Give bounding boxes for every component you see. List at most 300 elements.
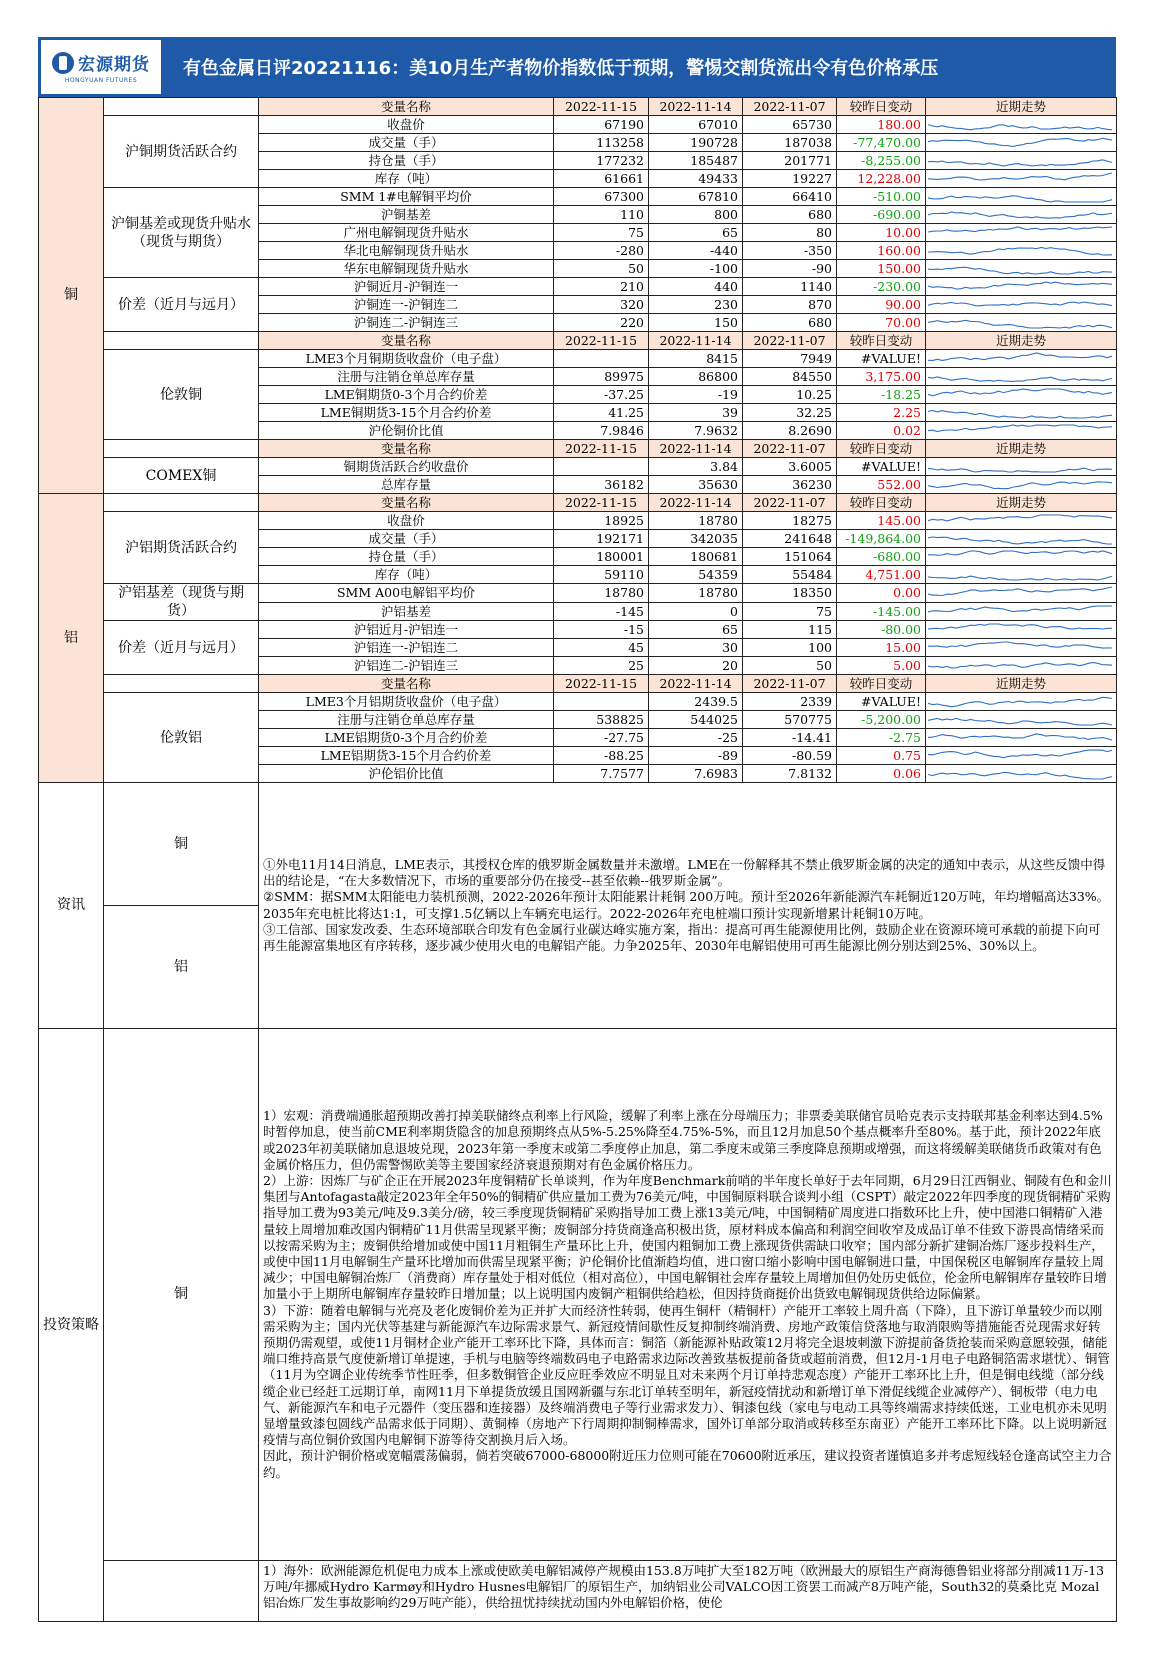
news-text	[259, 783, 1117, 1029]
trend-cell	[926, 693, 1117, 711]
variable-name: 库存（吨）	[259, 566, 554, 584]
value-d3: 100	[743, 639, 837, 657]
change-value: -149,864.00	[837, 530, 926, 548]
value-d3: 36230	[743, 476, 837, 494]
variable-name: 注册与注销仓单总库存量	[259, 368, 554, 386]
sparkline-icon	[928, 766, 1114, 781]
value-d3: -14.41	[743, 729, 837, 747]
value-d1: 25	[554, 657, 649, 675]
table-row	[39, 350, 1117, 368]
report-page	[38, 37, 1116, 1622]
variable-name: 沪伦铝价比值	[259, 765, 554, 783]
change-value: 0.00	[837, 584, 926, 603]
header-row	[39, 440, 1117, 458]
trend-cell	[926, 657, 1117, 675]
value-d2: 8415	[649, 350, 743, 368]
value-d3: 1140	[743, 278, 837, 296]
sparkline-icon	[928, 189, 1114, 204]
value-d3: 75	[743, 602, 837, 621]
value-d2: -89	[649, 747, 743, 765]
strategy-copper-label: 铜	[104, 1029, 259, 1561]
table-row	[39, 621, 1117, 639]
col-date3: 2022-11-07	[743, 332, 837, 350]
variable-name: 库存（吨）	[259, 170, 554, 188]
variable-name: 注册与注销仓单总库存量	[259, 711, 554, 729]
trend-cell	[926, 116, 1117, 134]
value-d3: 570775	[743, 711, 837, 729]
value-d3: 50	[743, 657, 837, 675]
table-row	[39, 278, 1117, 296]
change-value: 70.00	[837, 314, 926, 332]
table-row	[39, 584, 1117, 603]
sparkline-icon	[928, 153, 1114, 168]
change-value: 160.00	[837, 242, 926, 260]
col-date1: 2022-11-15	[554, 440, 649, 458]
value-d3: 151064	[743, 548, 837, 566]
value-d2: 150	[649, 314, 743, 332]
value-d1: 18925	[554, 512, 649, 530]
col-date3: 2022-11-07	[743, 440, 837, 458]
value-d1: -145	[554, 602, 649, 621]
trend-cell	[926, 134, 1117, 152]
trend-cell	[926, 765, 1117, 783]
value-d1: 320	[554, 296, 649, 314]
trend-cell	[926, 639, 1117, 657]
col-var: 变量名称	[259, 494, 554, 512]
sparkline-icon	[928, 279, 1114, 294]
change-value: 145.00	[837, 512, 926, 530]
value-d3: 187038	[743, 134, 837, 152]
data-table	[38, 97, 1117, 1622]
col-date2: 2022-11-14	[649, 332, 743, 350]
value-d2: 180681	[649, 548, 743, 566]
logo-cn-text: 宏源期货	[78, 55, 150, 75]
value-d2: 0	[649, 602, 743, 621]
value-d2: 20	[649, 657, 743, 675]
change-value: #VALUE!	[837, 350, 926, 368]
value-d1: 110	[554, 206, 649, 224]
col-change: 较昨日变动	[837, 98, 926, 116]
value-d1: 113258	[554, 134, 649, 152]
value-d2: -25	[649, 729, 743, 747]
col-date3: 2022-11-07	[743, 675, 837, 693]
value-d2: 35630	[649, 476, 743, 494]
value-d3: 55484	[743, 566, 837, 584]
col-date2: 2022-11-14	[649, 675, 743, 693]
value-d1	[554, 693, 649, 711]
sparkline-icon	[928, 405, 1114, 420]
strategy-al-body: 1）海外：欧洲能源危机促电力成本上涨或使欧美电解铝减停产规模由153.8万吨扩大至182万吨（欧洲最大的原铝生产商海德鲁铝业将部分削减11万-13万吨/年挪威Hydro Karmøy和Hydro Husnes电解铝厂的原铝生产，加纳铝业公司VALCO因工资罢工而减产8万吨产能，South32的莫桑比克 Mozal 铝冶炼厂发生事故影响约29万吨产能），供给扭忧持续扰动国内外电解铝价格，使伦	[263, 1563, 1105, 1611]
sparkline-icon	[928, 694, 1114, 709]
sparkline-icon	[928, 387, 1114, 402]
sparkline-icon	[928, 207, 1114, 222]
sparkline-icon	[928, 297, 1114, 312]
trend-cell	[926, 206, 1117, 224]
sparkline-icon	[928, 423, 1114, 438]
col-date1: 2022-11-15	[554, 98, 649, 116]
trend-cell	[926, 260, 1117, 278]
variable-name: 收盘价	[259, 116, 554, 134]
header-row	[39, 332, 1117, 350]
group-label: 沪铝基差（现货与期货）	[104, 584, 259, 621]
change-value: 0.06	[837, 765, 926, 783]
sparkline-icon	[928, 658, 1114, 673]
col-change: 较昨日变动	[837, 494, 926, 512]
col-date3: 2022-11-07	[743, 98, 837, 116]
change-value: -8,255.00	[837, 152, 926, 170]
sparkline-icon	[928, 315, 1114, 330]
variable-name: 铜期货活跃合约收盘价	[259, 458, 554, 476]
value-d2: 230	[649, 296, 743, 314]
trend-cell	[926, 386, 1117, 404]
value-d1: 177232	[554, 152, 649, 170]
col-date1: 2022-11-15	[554, 494, 649, 512]
sparkline-icon	[928, 640, 1114, 655]
news-aluminum-label: 铝	[104, 906, 259, 1029]
value-d1: 41.25	[554, 404, 649, 422]
value-d3: -350	[743, 242, 837, 260]
value-d3: -90	[743, 260, 837, 278]
change-value: 552.00	[837, 476, 926, 494]
col-date2: 2022-11-14	[649, 98, 743, 116]
change-value: 0.02	[837, 422, 926, 440]
sparkline-icon	[928, 549, 1114, 564]
value-d3: 66410	[743, 188, 837, 206]
value-d3: 80	[743, 224, 837, 242]
value-d3: 115	[743, 621, 837, 639]
col-change: 较昨日变动	[837, 675, 926, 693]
change-value: -18.25	[837, 386, 926, 404]
variable-name: LME3个月铜期货收盘价（电子盘）	[259, 350, 554, 368]
change-value: -145.00	[837, 602, 926, 621]
value-d2: 30	[649, 639, 743, 657]
value-d3: 241648	[743, 530, 837, 548]
value-d1: 220	[554, 314, 649, 332]
change-value: 15.00	[837, 639, 926, 657]
variable-name: 持仓量（手）	[259, 152, 554, 170]
trend-cell	[926, 621, 1117, 639]
trend-cell	[926, 530, 1117, 548]
value-d3: 65730	[743, 116, 837, 134]
variable-name: 成交量（手）	[259, 530, 554, 548]
value-d1: 61661	[554, 170, 649, 188]
table-row	[39, 458, 1117, 476]
value-d3: -80.59	[743, 747, 837, 765]
value-d1: 59110	[554, 566, 649, 584]
header-row	[39, 98, 1117, 116]
change-value: #VALUE!	[837, 458, 926, 476]
trend-cell	[926, 278, 1117, 296]
variable-name: LME铜期货3-15个月合约价差	[259, 404, 554, 422]
trend-cell	[926, 566, 1117, 584]
sparkline-icon	[928, 171, 1114, 186]
value-d2: 190728	[649, 134, 743, 152]
group-label: 价差（近月与远月）	[104, 278, 259, 332]
sparkline-icon	[928, 712, 1114, 727]
variable-name: LME铜期货0-3个月合约价差	[259, 386, 554, 404]
value-d1: 36182	[554, 476, 649, 494]
value-d2: 49433	[649, 170, 743, 188]
table-row	[39, 188, 1117, 206]
sparkline-icon	[928, 477, 1114, 492]
value-d1	[554, 350, 649, 368]
value-d2: 2439.5	[649, 693, 743, 711]
change-value: 4,751.00	[837, 566, 926, 584]
variable-name: 沪铝近月-沪铝连一	[259, 621, 554, 639]
group-label: COMEX铜	[104, 458, 259, 494]
trend-cell	[926, 422, 1117, 440]
value-d2: 544025	[649, 711, 743, 729]
value-d3: 7949	[743, 350, 837, 368]
variable-name: 沪铜连二-沪铜连三	[259, 314, 554, 332]
variable-name: 沪铝连二-沪铝连三	[259, 657, 554, 675]
sparkline-icon	[928, 225, 1114, 240]
news-label: 资讯	[39, 783, 104, 1029]
col-var: 变量名称	[259, 675, 554, 693]
sparkline-icon	[928, 567, 1114, 582]
strategy-row-al	[39, 1561, 1117, 1622]
trend-cell	[926, 602, 1117, 621]
value-d2: -440	[649, 242, 743, 260]
strategy-copper-text	[259, 1029, 1117, 1561]
value-d2: 18780	[649, 584, 743, 603]
variable-name: 沪铜连一-沪铜连二	[259, 296, 554, 314]
trend-cell	[926, 224, 1117, 242]
col-trend: 近期走势	[926, 98, 1117, 116]
trend-cell	[926, 729, 1117, 747]
table-row	[39, 693, 1117, 711]
strategy-label: 投资策略	[39, 1029, 104, 1622]
strategy-copper-body: 1）宏观：消费端通胀超预期改善打掉美联储终点利率上行风险，缓解了利率上涨在分母端压力；非票委美联储官员哈克表示支持联邦基金利率达到4.5%时暂停加息，使当前CME利率期货隐含的加息预期终点从5%-5.25%降至4.75%-5%，而且12月加息50个基点概率升至80%。基于此，预计2022年底或2023年初美联储加息退坡兑现，2023年第一季度末或第二季度停止加息，第二季度末或第三季度降息预期或增强，而这将缓解美联储货币政策对有色金属价格压力，但仍需警惕欧美等主要国家经济衰退预期对有色金属价格压力。 2）上游：因炼厂与矿企正在开展2023年度铜精矿长单谈判，作为年度Benchmark前哨的半年度长单好于去年同期，6月29日江西铜业、铜陵有色和金川集团与Antofagasta敲定2023年全年50%的铜精矿供应量加工费为76美元/吨，中国铜原料联合谈判小组（CSPT）敲定2022年四季度的现货铜精矿采购指导加工费为93美元/吨及9.3美分/磅，较三季度现货铜精矿采购指导加工费上涨13美元/吨，中国铜精矿周度进口指数环比上升，使中国港口铜精矿入港量较上周增加难改国内铜精矿11月供需呈现紧平衡；废铜部分持货商逢高积极出货，原材料成本偏高和利润空间收窄及成品订单不佳致下游畏高情绪采而以按需采购为主；废铜供给增加或使中国11月粗铜生产量环比上升，使国内粗铜加工费上涨现货供需缺口收窄；国内部分新扩建铜冶炼厂逐步投料生产，或使中国11月电解铜生产量环比增加而供需呈现紧平衡；沪伦铜价比值渐趋均值，进口窗口缩小影响中国电解铜进口量，中国保税区电解铜库存量较上周减少；中国电解铜冶炼厂（消费商）库存量处于相对低位（相对高位），中国电解铜社会库存量较上周增加但仍处历史低位，伦金所电解铜库存量较昨日增加量小于上期所电解铜库存量较昨日增加量；以上说明国内废铜产粗铜供给趋松，但因持货商挺价出货致电解铜现货供给边际偏紧。 3）下游：随着电解铜与光亮及老化废铜价差为正并扩大而经济性转弱，使再生铜杆（精铜杆）产能开工率较上周升高（下降），且下游订单量较少而以刚需采购为主；国内光伏等基建与新能源汽车边际需求景气、新冠疫情间歇性反复抑制终端消费、房地产政策信贷落地与取消限购等措施能否兑现需求好转预期仍需观望，或使11月铜材企业产能开工率环比下降，具体而言：铜箔（新能源补贴政策12月将完全退坡刺激下游提前备货抢装而采购意愿较强，储能端口维持高景气度使新增订单提速，手机与电脑等终端数码电子电路需求边际改善致基板提前备货或超前消费，但12月-1月电子电路铜箔需求堪忧）、铜管（11月为空调企业传统季节性旺季，但多数铜管企业反应旺季效应不明显且对未来两个月订单持悲观态度）产能开工率环比上升，但是铜电线缆（部分线缆企业已经赶工远期订单，南网11月下单提货放缓且国网新疆与东北订单转至明年，新冠疫情扰动和新增订单下滑促线缆企业减停产）、铜板带（电力电气、新能源汽车和电子元器件（变压器和连接器）及终端消费电子等行业需求发力）、铜漆包线（家电与电动工具等终端需求持续低迷，工业电机亦未见明显增量致漆包圆线产品需求低于同期）、黄铜棒（房地产下行周期抑制铜棒需求，国外订单部分取消或转移至东南亚）产能开工率环比下降。以上说明新冠疫情与高位铜价致国内电解铜下游等待交割换月后入场。 因此，预计沪铜价格或宽幅震荡偏弱，倘若突破67000-68000附近压力位则可能在70600附近承压，建议投资者谨慎追多并考虑短线轻仓逢高试空主力合约。	[263, 1108, 1112, 1480]
group-label: 伦敦铝	[104, 693, 259, 783]
value-d1: -88.25	[554, 747, 649, 765]
change-value: 3,175.00	[837, 368, 926, 386]
value-d3: 870	[743, 296, 837, 314]
change-value: #VALUE!	[837, 693, 926, 711]
value-d2: 440	[649, 278, 743, 296]
strategy-row	[39, 1029, 1117, 1561]
col-date1: 2022-11-15	[554, 675, 649, 693]
col-date2: 2022-11-14	[649, 494, 743, 512]
variable-name: 沪铜基差	[259, 206, 554, 224]
value-d1: 210	[554, 278, 649, 296]
value-d1: 75	[554, 224, 649, 242]
news-row	[39, 783, 1117, 906]
strategy-al-text	[259, 1561, 1117, 1622]
col-trend: 近期走势	[926, 440, 1117, 458]
col-change: 较昨日变动	[837, 440, 926, 458]
company-logo	[41, 40, 161, 94]
sparkline-icon	[928, 604, 1114, 619]
group-label: 沪铜期货活跃合约	[104, 116, 259, 188]
variable-name: 持仓量（手）	[259, 548, 554, 566]
change-value: -2.75	[837, 729, 926, 747]
value-d3: 3.6005	[743, 458, 837, 476]
value-d2: 18780	[649, 512, 743, 530]
variable-name: 收盘价	[259, 512, 554, 530]
value-d1: 538825	[554, 711, 649, 729]
value-d2: 54359	[649, 566, 743, 584]
change-value: -690.00	[837, 206, 926, 224]
change-value: -510.00	[837, 188, 926, 206]
value-d1: 7.9846	[554, 422, 649, 440]
group-label: 伦敦铜	[104, 350, 259, 440]
trend-cell	[926, 404, 1117, 422]
group-label: 沪铝期货活跃合约	[104, 512, 259, 584]
change-value: 5.00	[837, 657, 926, 675]
group-label: 价差（近月与远月）	[104, 621, 259, 675]
change-value: -680.00	[837, 548, 926, 566]
variable-name: 沪铜近月-沪铜连一	[259, 278, 554, 296]
value-d1: -280	[554, 242, 649, 260]
sparkline-icon	[928, 369, 1114, 384]
value-d3: 84550	[743, 368, 837, 386]
value-d2: 800	[649, 206, 743, 224]
logo-en-text: HONGYUAN FUTURES	[64, 77, 138, 84]
col-date1: 2022-11-15	[554, 332, 649, 350]
news-body: ①外电11月14日消息，LME表示，其授权仓库的俄罗斯金属数量并未激增。LME在一份解释其不禁止俄罗斯金属的决定的通知中表示，从这些反馈中得出的结论是，“在大多数情况下，市场的重要部分仍在接受--甚至依赖--俄罗斯金属”。 ②SMM：据SMM太阳能电力装机预测，2022-2026年预计太阳能累计耗铜 200万吨。预计至2026年新能源汽车耗铜近120万吨，年均增幅高达33%。2035年充电桩比将达1:1，可支撑1.5亿辆以上车辆充电运行。2022-2026年充电桩端口预计实现新增累计耗铜10万吨。 ③工信部、国家发改委、生态环境部联合印发有色金属行业碳达峰实施方案，指出：提高可再生能源使用比例，鼓励企业在资源环境可承载的前提下向可再生能源富集地区有序转移，逐步减少使用火电的电解铝产能。力争2025年、2030年电解铝使用可再生能源比例分别达到25%、30%以上。	[263, 856, 1110, 953]
change-value: 2.25	[837, 404, 926, 422]
value-d3: 18275	[743, 512, 837, 530]
value-d2: 65	[649, 224, 743, 242]
sparkline-icon	[928, 622, 1114, 637]
report-header	[38, 37, 1116, 97]
value-d2: 7.9632	[649, 422, 743, 440]
trend-cell	[926, 296, 1117, 314]
trend-cell	[926, 152, 1117, 170]
sparkline-icon	[928, 730, 1114, 745]
value-d2: 7.6983	[649, 765, 743, 783]
change-value: 0.75	[837, 747, 926, 765]
value-d2: 185487	[649, 152, 743, 170]
trend-cell	[926, 188, 1117, 206]
col-trend: 近期走势	[926, 494, 1117, 512]
value-d3: 10.25	[743, 386, 837, 404]
variable-name: 总库存量	[259, 476, 554, 494]
variable-name: 华东电解铜现货升贴水	[259, 260, 554, 278]
variable-name: 广州电解铜现货升贴水	[259, 224, 554, 242]
col-trend: 近期走势	[926, 332, 1117, 350]
trend-cell	[926, 584, 1117, 603]
variable-name: SMM 1#电解铜平均价	[259, 188, 554, 206]
col-var: 变量名称	[259, 440, 554, 458]
group-label: 沪铜基差或现货升贴水（现货与期货）	[104, 188, 259, 278]
change-value: 150.00	[837, 260, 926, 278]
value-d1: 89975	[554, 368, 649, 386]
value-d1: 7.7577	[554, 765, 649, 783]
sparkline-icon	[928, 261, 1114, 276]
value-d3: 8.2690	[743, 422, 837, 440]
value-d3: 201771	[743, 152, 837, 170]
col-var: 变量名称	[259, 332, 554, 350]
trend-cell	[926, 711, 1117, 729]
trend-cell	[926, 476, 1117, 494]
sparkline-icon	[928, 351, 1114, 366]
value-d3: 32.25	[743, 404, 837, 422]
value-d2: 3.84	[649, 458, 743, 476]
value-d1: 67190	[554, 116, 649, 134]
metal-label: 铝	[39, 494, 104, 783]
trend-cell	[926, 747, 1117, 765]
change-value: 90.00	[837, 296, 926, 314]
change-value: 180.00	[837, 116, 926, 134]
change-value: -77,470.00	[837, 134, 926, 152]
trend-cell	[926, 512, 1117, 530]
value-d1: 67300	[554, 188, 649, 206]
value-d1: 192171	[554, 530, 649, 548]
value-d1: -27.75	[554, 729, 649, 747]
col-date2: 2022-11-14	[649, 440, 743, 458]
value-d1: -15	[554, 621, 649, 639]
col-trend: 近期走势	[926, 675, 1117, 693]
value-d2: 65	[649, 621, 743, 639]
trend-cell	[926, 314, 1117, 332]
col-date3: 2022-11-07	[743, 494, 837, 512]
trend-cell	[926, 368, 1117, 386]
trend-cell	[926, 242, 1117, 260]
change-value: 10.00	[837, 224, 926, 242]
table-row	[39, 512, 1117, 530]
value-d3: 19227	[743, 170, 837, 188]
sparkline-icon	[928, 459, 1114, 474]
value-d3: 680	[743, 314, 837, 332]
sparkline-icon	[928, 243, 1114, 258]
value-d2: 86800	[649, 368, 743, 386]
trend-cell	[926, 458, 1117, 476]
sparkline-icon	[928, 117, 1114, 132]
variable-name: SMM A00电解铝平均价	[259, 584, 554, 603]
value-d1: 45	[554, 639, 649, 657]
value-d2: 67010	[649, 116, 743, 134]
value-d1: 180001	[554, 548, 649, 566]
table-row	[39, 116, 1117, 134]
value-d3: 2339	[743, 693, 837, 711]
variable-name: 沪伦铜价比值	[259, 422, 554, 440]
value-d2: 67810	[649, 188, 743, 206]
change-value: -5,200.00	[837, 711, 926, 729]
strategy-aluminum-label	[104, 1561, 259, 1622]
value-d3: 18350	[743, 584, 837, 603]
trend-cell	[926, 548, 1117, 566]
value-d2: 39	[649, 404, 743, 422]
value-d2: -19	[649, 386, 743, 404]
sparkline-icon	[928, 513, 1114, 528]
value-d2: 342035	[649, 530, 743, 548]
header-row	[39, 675, 1117, 693]
change-value: 12,228.00	[837, 170, 926, 188]
sparkline-icon	[928, 135, 1114, 150]
variable-name: LME3个月铝期货收盘价（电子盘）	[259, 693, 554, 711]
trend-cell	[926, 350, 1117, 368]
variable-name: 沪铝连一-沪铝连二	[259, 639, 554, 657]
col-change: 较昨日变动	[837, 332, 926, 350]
col-var: 变量名称	[259, 98, 554, 116]
value-d1: 18780	[554, 584, 649, 603]
sparkline-icon	[928, 748, 1114, 763]
change-value: -80.00	[837, 621, 926, 639]
header-row	[39, 494, 1117, 512]
change-value: -230.00	[837, 278, 926, 296]
value-d1: 50	[554, 260, 649, 278]
trend-cell	[926, 170, 1117, 188]
value-d1	[554, 458, 649, 476]
variable-name: 成交量（手）	[259, 134, 554, 152]
value-d3: 7.8132	[743, 765, 837, 783]
value-d2: -100	[649, 260, 743, 278]
variable-name: 沪铝基差	[259, 602, 554, 621]
report-title: 有色金属日评20221116：美10月生产者物价指数低于预期，警惕交割货流出令有色价格承压	[183, 58, 939, 79]
news-copper-label: 铜	[104, 783, 259, 906]
